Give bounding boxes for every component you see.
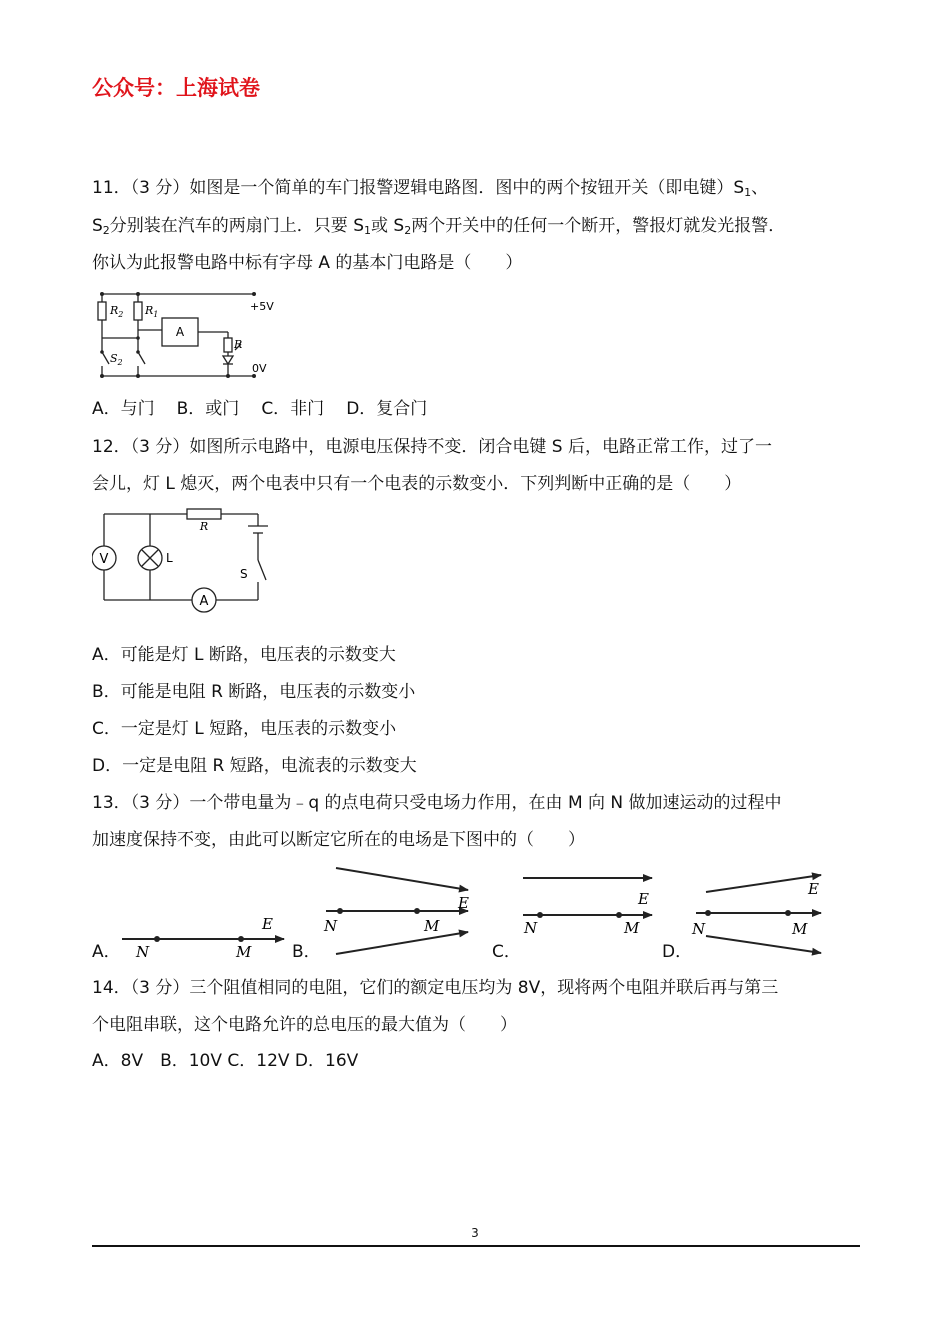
svg-text:M: M <box>236 943 252 961</box>
q11-label-r: R <box>234 338 243 351</box>
q12-line-2: 会儿，灯 L 熄灭，两个电表中只有一个电表的示数变小．下列判断中正确的是（ ） <box>92 474 742 494</box>
q12-ammeter-label: A <box>199 594 209 609</box>
svg-text:E: E <box>262 915 273 933</box>
q13-diagram-d <box>691 875 821 953</box>
q13-option-d: D． <box>662 942 693 962</box>
page-number: 3 <box>471 1226 479 1240</box>
q11-option-b: B．或门 <box>176 399 240 419</box>
q13-diagram-c <box>523 878 652 937</box>
q14-line-2: 个电阻串联，这个电路允许的总电压的最大值为（ ） <box>92 1015 517 1035</box>
q13-field-diagrams <box>86 860 866 970</box>
q12-line-1: 12．（3 分）如图所示电路中，电源电压保持不变．闭合电键 S 后，电路正常工作，过了一 <box>92 437 772 457</box>
footer-divider <box>92 1245 860 1247</box>
q11-logic-circuit-diagram <box>92 288 282 388</box>
q13-option-a: A． <box>92 942 121 962</box>
q13-option-b: B． <box>292 942 321 962</box>
q13-diagram-b <box>323 868 469 954</box>
svg-text:E: E <box>458 894 469 912</box>
q11-label-r2: $R_2$ <box>110 304 124 319</box>
q12-option-c: C．一定是灯 L 短路，电压表的示数变小 <box>92 719 397 739</box>
q12-option-b: B．可能是电阻 R 断路，电压表的示数变小 <box>92 682 416 702</box>
q11-line-3: 你认为此报警电路中标有字母 A 的基本门电路是（ ） <box>92 253 523 273</box>
q11-label-0v: 0V <box>252 362 267 375</box>
q11-label-s2: $S_2$ <box>110 352 123 367</box>
svg-text:M: M <box>792 920 808 938</box>
svg-text:N: N <box>524 919 538 937</box>
q11-option-d: D．复合门 <box>346 399 428 419</box>
q14-options: A．8V B．10V C．12V D．16V <box>92 1051 359 1071</box>
svg-text:M: M <box>424 917 440 935</box>
svg-text:N: N <box>692 920 706 938</box>
svg-text:M: M <box>624 919 640 937</box>
q11-gate-a-label: A <box>175 325 185 339</box>
q13-line-2: 加速度保持不变，由此可以断定它所在的电场是下图中的（ ） <box>92 830 585 850</box>
q11-option-c: C．非门 <box>261 399 325 419</box>
q11-line-2: $S_2$分别装在汽车的两扇门上．只要 $S_1$或 $S_2$两个开关中的任何一个断开，警报灯就发光报警． <box>92 216 786 237</box>
q12-option-a: A．可能是灯 L 断路，电压表的示数变大 <box>92 645 396 665</box>
q12-circuit-diagram <box>92 506 282 614</box>
q12-voltmeter-label: V <box>99 552 109 567</box>
q14-line-1: 14．（3 分）三个阻值相同的电阻，它们的额定电压均为 8V，现将两个电阻并联后再与第三 <box>92 978 779 998</box>
q13-line-1: 13．（3 分）一个带电量为﹣q 的点电荷只受电场力作用，在由 M 向 N 做加速运动的过程中 <box>92 793 782 813</box>
q13-option-c: C． <box>492 942 521 962</box>
q11-label-r1: $R_1$ <box>145 304 159 319</box>
q12-lamp-label: L <box>166 551 173 565</box>
svg-text:E: E <box>808 880 819 898</box>
q11-options <box>92 396 427 422</box>
q12-resistor-label: R <box>199 520 209 533</box>
svg-text:N: N <box>136 943 150 961</box>
q11-line-1: 11．（3 分）如图是一个简单的车门报警逻辑电路图．图中的两个按钮开关（即电键）$S_1$、 <box>92 178 769 199</box>
q11-option-a: A．与门 <box>92 399 155 419</box>
q13-diagram-a <box>122 915 284 961</box>
svg-text:N: N <box>324 917 338 935</box>
q11-label-5v: +5V <box>250 300 274 313</box>
svg-text:E: E <box>638 890 649 908</box>
header-title: 公众号：上海试卷 <box>92 76 260 100</box>
q12-option-d: D．一定是电阻 R 短路，电流表的示数变大 <box>92 756 417 776</box>
q12-switch-label: S <box>240 567 248 581</box>
